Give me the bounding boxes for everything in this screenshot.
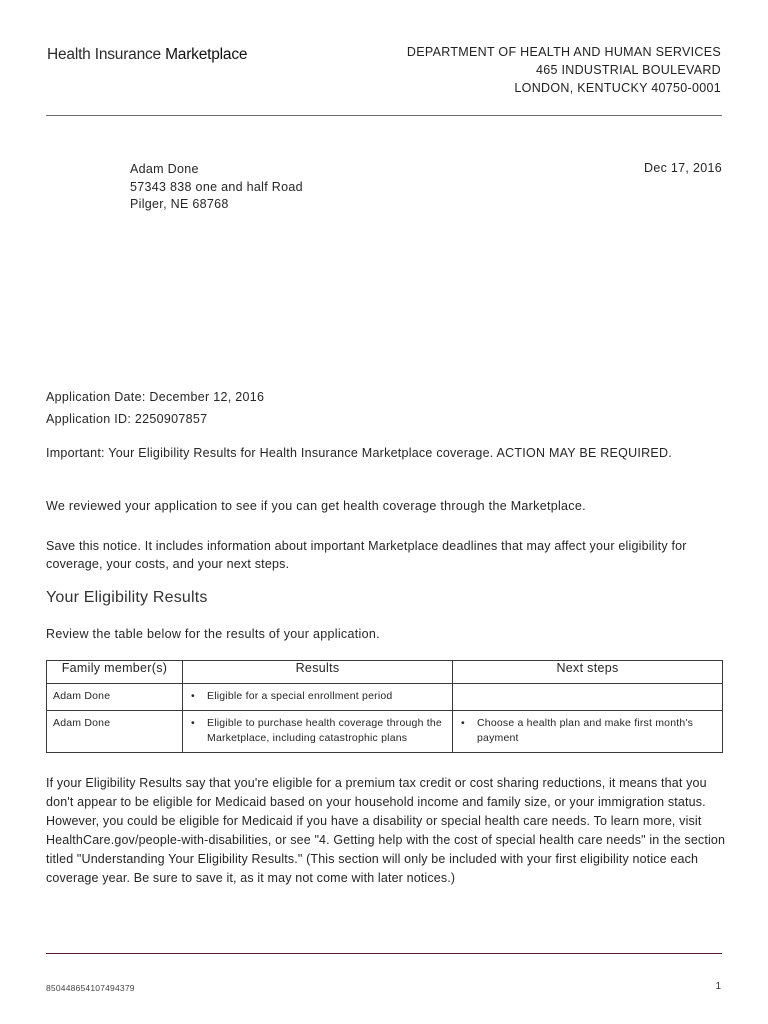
result-text: Eligible to purchase health coverage through the Marketplace, including catastrophic plans (207, 717, 442, 744)
agency-street: 465 INDUSTRIAL BOULEVARD (535, 63, 721, 77)
intro-paragraph: We reviewed your application to see if you can get health coverage through the Marketplace. (46, 499, 586, 513)
table-row (47, 684, 723, 711)
bullet-icon: • (461, 717, 465, 729)
application-id: Application ID: 2250907857 (46, 412, 208, 426)
table-row (47, 711, 723, 753)
bullet-item (189, 716, 446, 746)
bullet-icon: • (191, 717, 195, 729)
logo-text-health-insurance: Health Insurance (47, 46, 166, 63)
eligibility-explanation-paragraph: If your Eligibility Results say that you're eligible for a premium tax credit or cost sharing reductions, it means that you don't appear to be eligible for Medicaid based on your household income and family size, or your immigration status. However, you could be eligible for Medicaid if you have a disability or special health care needs. To learn more, visit HealthCare.gov/people-with-disabilities, or see "4. Getting help with the cost of special health care needs" in the section titled "Understanding Your Eligibility Results." (This section will only be included with your first eligibility notice each coverage year. Be sure to save it, as it may not come with later notices.) (46, 776, 726, 885)
eligibility-results-table (46, 660, 723, 753)
next-step-text: Choose a health plan and make first month's payment (477, 717, 694, 744)
bullet-icon: • (191, 690, 195, 702)
header-divider (46, 115, 722, 116)
page-number: 1 (715, 981, 721, 992)
marketplace-logo (47, 46, 247, 64)
cell-results (183, 711, 453, 753)
recipient-street: 57343 838 one and half Road (130, 179, 303, 194)
document-id: 850448654107494379 (46, 983, 135, 993)
bullet-item (189, 689, 446, 704)
save-notice-paragraph: Save this notice. It includes information about important Marketplace deadlines that may affect your eligibility for coverage, your costs, and your next steps. (46, 539, 687, 571)
cell-family-member: Adam Done (47, 684, 183, 711)
recipient-name: Adam Done (130, 162, 199, 176)
footer-divider (46, 953, 722, 954)
important-notice: Important: Your Eligibility Results for Health Insurance Marketplace coverage. ACTION MAY BE REQUIRED. (46, 446, 672, 460)
agency-name: DEPARTMENT OF HEALTH AND HUMAN SERVICES (406, 45, 721, 59)
cell-family-member: Adam Done (47, 711, 183, 753)
column-header-results: Results (183, 661, 453, 684)
table-header-row (47, 661, 723, 684)
cell-results (183, 684, 453, 711)
cell-next-steps (453, 711, 723, 753)
agency-city: LONDON, KENTUCKY 40750-0001 (514, 81, 721, 95)
column-header-family-member: Family member(s) (47, 661, 183, 684)
recipient-address (130, 161, 303, 214)
agency-address (407, 43, 721, 97)
column-header-next-steps: Next steps (453, 661, 723, 684)
review-instruction: Review the table below for the results of your application. (46, 627, 380, 641)
application-date: Application Date: December 12, 2016 (46, 390, 265, 404)
result-text: Eligible for a special enrollment period (207, 690, 393, 702)
notice-date: Dec 17, 2016 (644, 161, 722, 175)
recipient-city: Pilger, NE 68768 (130, 197, 229, 211)
bullet-item (459, 716, 716, 746)
application-info (46, 386, 264, 430)
section-heading: Your Eligibility Results (46, 589, 208, 606)
logo-text-marketplace: Marketplace (165, 46, 248, 63)
cell-next-steps (453, 684, 723, 711)
